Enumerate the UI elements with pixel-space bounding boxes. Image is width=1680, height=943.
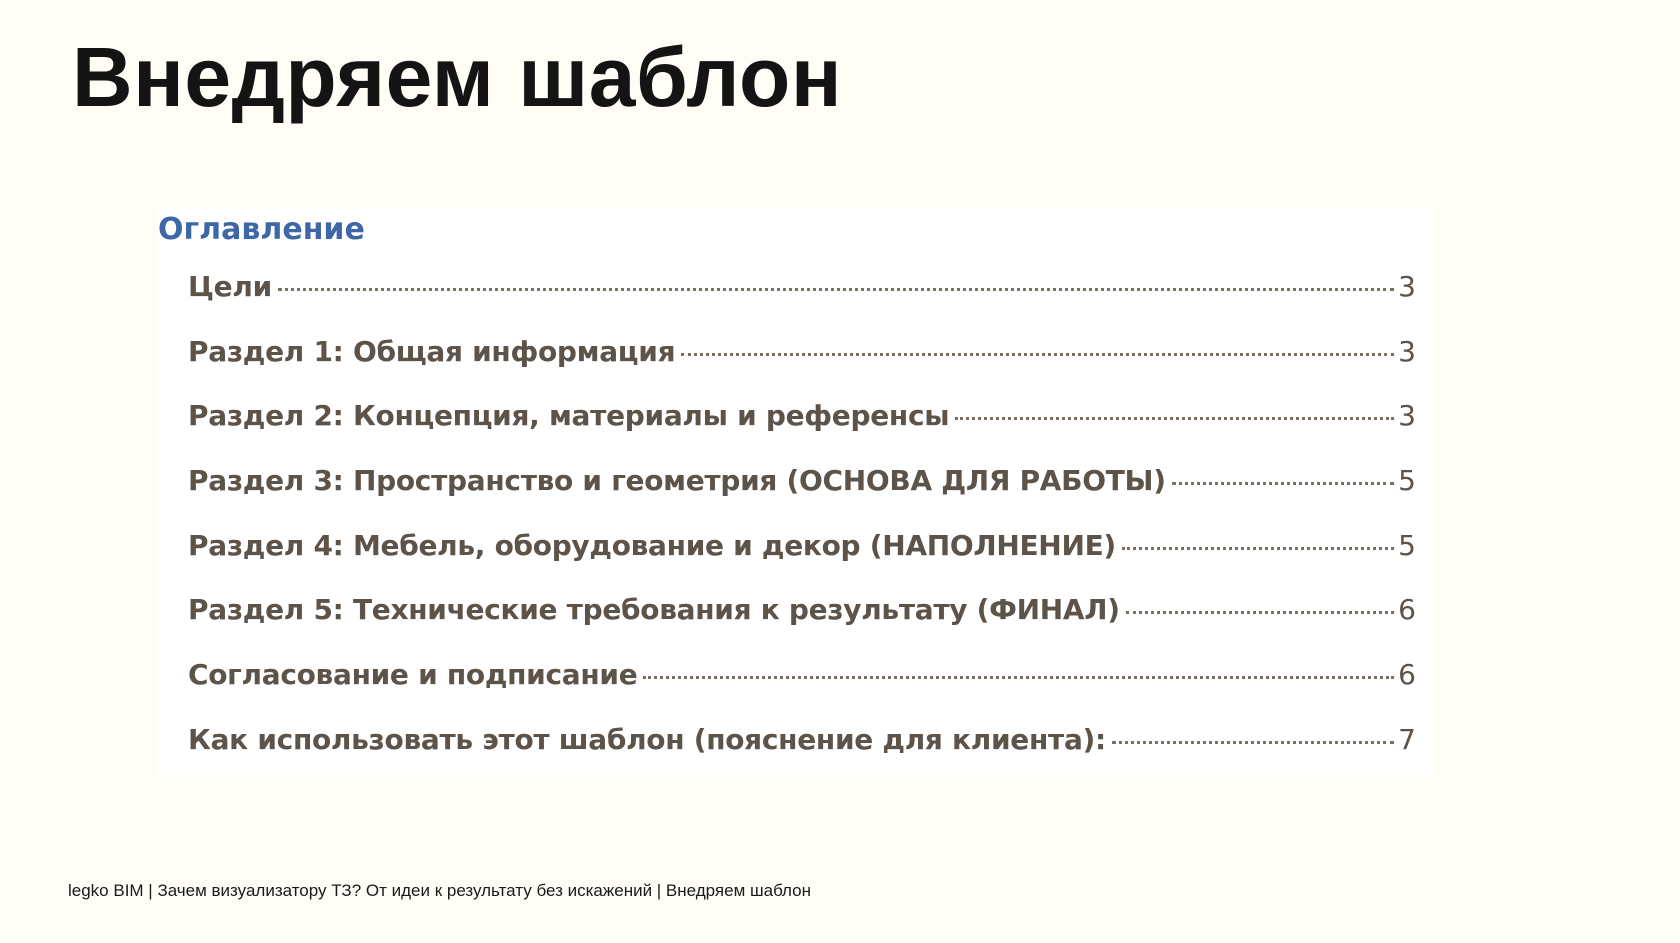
toc-page-number: 5 xyxy=(1398,464,1416,498)
dot-leader xyxy=(1122,547,1394,550)
toc-entry-title: Цели xyxy=(188,270,272,303)
dot-leader xyxy=(643,676,1394,679)
toc-entry-section-5 xyxy=(188,593,1416,658)
table-of-contents xyxy=(158,208,1434,776)
toc-list xyxy=(188,270,1416,788)
toc-entry-section-3 xyxy=(188,464,1416,529)
toc-page-number: 5 xyxy=(1398,528,1416,562)
toc-entry-title: Согласование и подписание xyxy=(188,658,638,692)
dot-leader xyxy=(1112,741,1394,744)
toc-entry-title: Раздел 5: Технические требования к результату (ФИНАЛ) xyxy=(188,593,1120,627)
dot-leader xyxy=(681,353,1394,356)
toc-page-number: 3 xyxy=(1398,270,1416,303)
dot-leader xyxy=(1126,611,1394,614)
dot-leader xyxy=(278,288,1394,291)
toc-entry-section-4 xyxy=(188,529,1416,594)
slide-footer: legko BIM | Зачем визуализатору ТЗ? От идеи к результату без искажений | Внедряем шаблон xyxy=(68,881,812,900)
toc-entry-title: Раздел 4: Мебель, оборудование и декор (НАПОЛНЕНИЕ) xyxy=(188,528,1116,562)
toc-entry-title: Раздел 3: Пространство и геометрия (ОСНОВА ДЛЯ РАБОТЫ) xyxy=(188,464,1166,498)
toc-entry-section-2 xyxy=(188,399,1416,464)
toc-page-number: 3 xyxy=(1398,334,1416,368)
toc-page-number: 3 xyxy=(1398,399,1416,433)
toc-page-number: 6 xyxy=(1398,593,1416,627)
toc-entry-title: Как использовать этот шаблон (пояснение для клиента): xyxy=(188,722,1106,756)
toc-entry-how-to-use xyxy=(188,723,1416,788)
toc-page-number: 6 xyxy=(1398,658,1416,692)
toc-entry-goals xyxy=(188,270,1416,335)
toc-entry-title: Раздел 2: Концепция, материалы и референсы xyxy=(188,399,950,433)
toc-heading: Оглавление xyxy=(158,212,365,247)
toc-page-number: 7 xyxy=(1398,722,1416,756)
toc-entry-section-1 xyxy=(188,335,1416,400)
toc-entry-approval xyxy=(188,658,1416,723)
dot-leader xyxy=(1172,482,1394,485)
slide-title: Внедряем шаблон xyxy=(72,30,843,124)
dot-leader xyxy=(955,417,1394,420)
toc-entry-title: Раздел 1: Общая информация xyxy=(188,334,676,368)
